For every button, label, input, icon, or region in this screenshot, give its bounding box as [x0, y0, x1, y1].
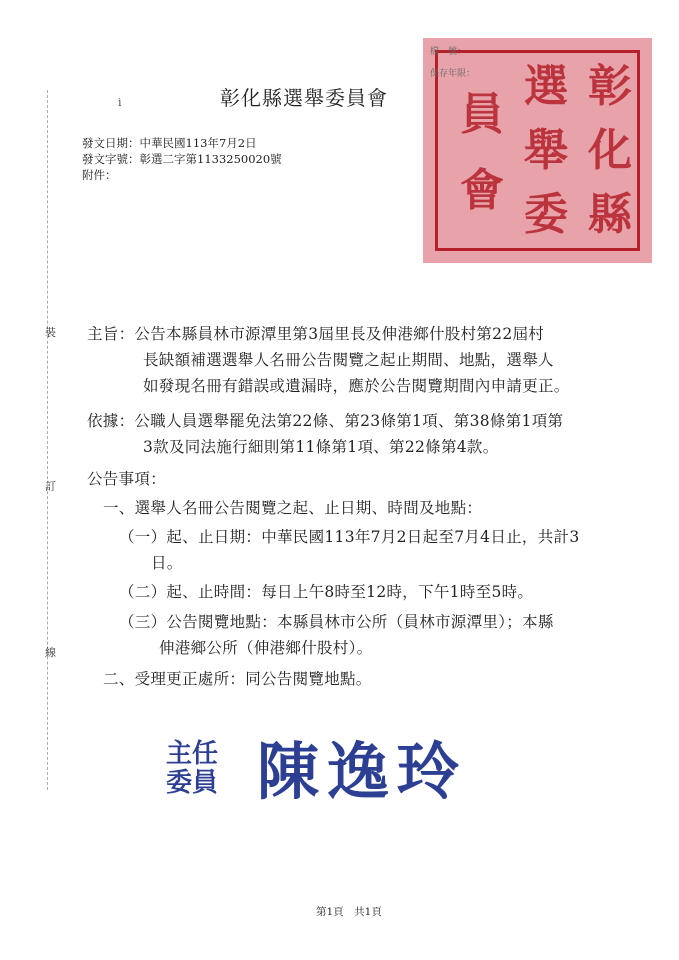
item-1-3-cont: 伸港鄉公所（伸港鄉什股村）。	[159, 639, 373, 657]
seal-char: 彰	[588, 61, 632, 112]
item-1-1: （一）起、止日期：中華民國113年7月2日起至7月4日止，共計3	[119, 528, 580, 546]
subject-line: 長缺額補選選舉人名冊公告閱覽之起止期間、地點，選舉人	[143, 351, 554, 369]
retention-label: 保存年限：	[430, 69, 476, 79]
signature-title-line: 主任	[166, 739, 219, 769]
document-number: 發文字號：彰選二字第1133250020號	[82, 152, 282, 166]
subject-line: 主旨：公告本縣員林市源潭里第3屆里長及伸港鄉什股村第22屆村	[87, 325, 545, 343]
item-1-heading: 一、選舉人名冊公告閱覽之起、止日期、時間及地點：	[103, 499, 483, 517]
announcement-heading: 公告事項：	[87, 470, 167, 488]
item-1-1-cont: 日。	[151, 554, 183, 572]
attachment-label: 附件：	[82, 168, 117, 182]
seal-char: 員	[460, 89, 504, 140]
basis-line: 3款及同法施行細則第11條第1項、第22條第4款。	[143, 438, 499, 456]
binding-char: 訂	[45, 480, 56, 493]
subject-line: 如發現名冊有錯誤或遺漏時，應於公告閱覽期間內申請更正。	[143, 377, 570, 395]
seal-border	[435, 50, 640, 251]
seal-char: 化	[588, 125, 632, 176]
seal-char: 舉	[524, 125, 568, 176]
binding-line	[47, 90, 48, 790]
basis-line: 依據：公職人員選舉罷免法第22條、第23條第1項、第38條第1項第	[87, 412, 564, 430]
seal-char: 會	[460, 165, 504, 216]
item-1-2: （二）起、止時間：每日上午8時至12時，下午1時至5時。	[119, 583, 534, 601]
file-number-label: 檔 號：	[430, 47, 467, 57]
seal-char: 縣	[588, 189, 632, 240]
binding-char: 裝	[45, 326, 56, 339]
margin-mark: i	[118, 96, 122, 109]
signature-title-line: 委員	[166, 768, 219, 798]
page-indicator: 第1頁 共1頁	[316, 906, 382, 918]
signature-title	[166, 740, 218, 798]
binding-char: 線	[45, 646, 56, 659]
item-1-3: （三）公告閱覽地點：本縣員林市公所（員林市源潭里）；本縣	[119, 613, 554, 631]
agency-name: 彰化縣選舉委員會	[220, 86, 388, 110]
signature-name: 陳逸玲	[257, 735, 468, 808]
item-2: 二、受理更正處所：同公告閱覽地點。	[103, 670, 372, 688]
seal-char: 選	[524, 61, 568, 112]
seal-char: 委	[524, 189, 568, 240]
issue-date: 發文日期：中華民國113年7月2日	[82, 136, 257, 150]
